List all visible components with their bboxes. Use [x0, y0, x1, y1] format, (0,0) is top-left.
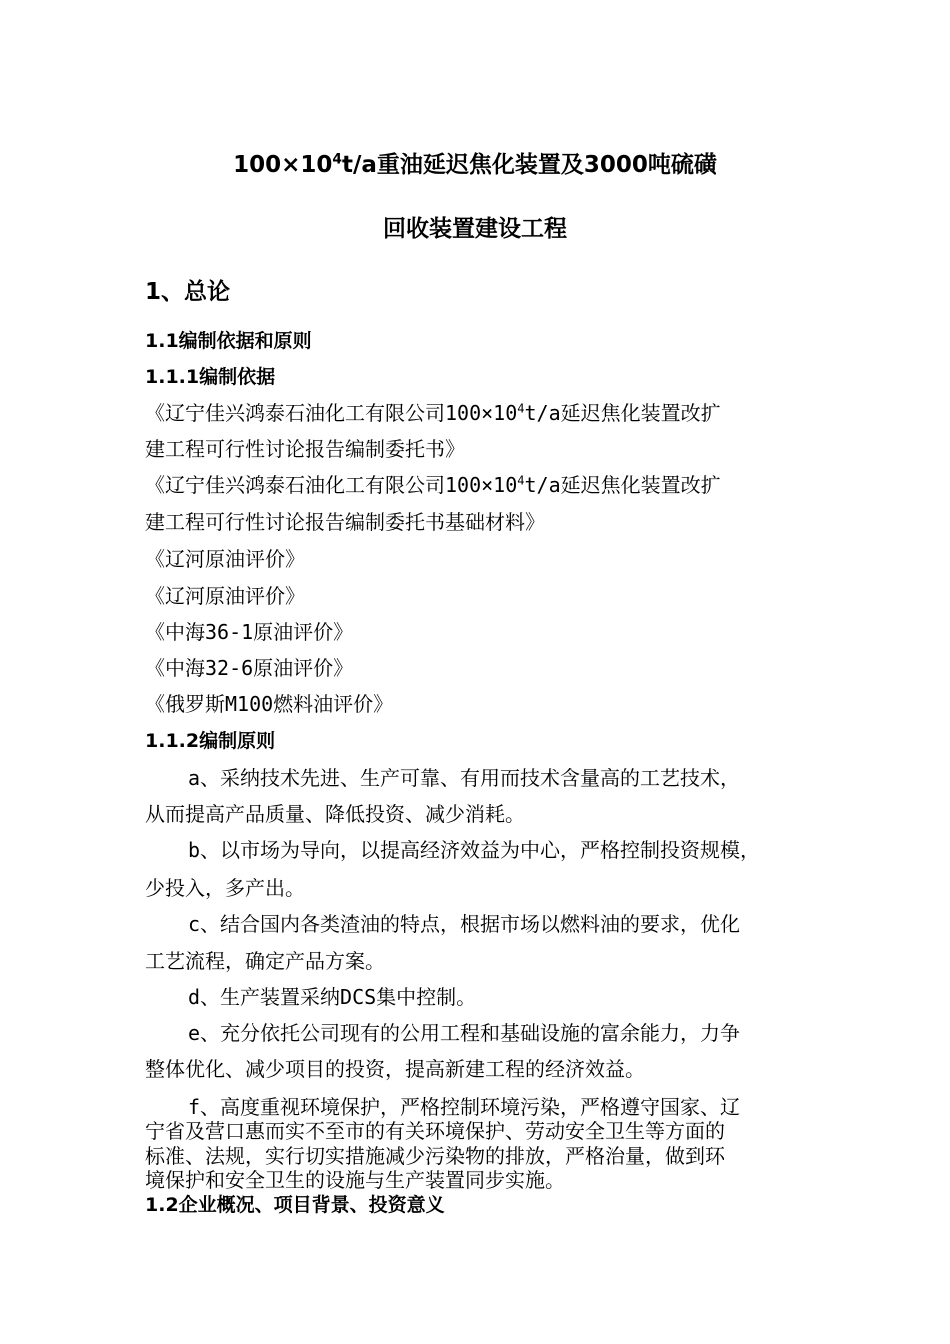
reference-6: 《中海32-6原油评价》 — [145, 656, 354, 680]
principle-e-line-1: e、充分依托公司现有的公用工程和基础设施的富余能力，力争 — [188, 1021, 741, 1045]
section-heading-1-1: 1.1编制依据和原则 — [145, 330, 312, 352]
document-title-line-1: $100\times 10^4t/a$重油延迟焦化装置及3000吨硫磺 — [233, 151, 717, 178]
reference-4: 《辽河原油评价》 — [145, 584, 305, 608]
principle-d-line-1: d、生产装置采纳DCS集中控制。 — [188, 985, 477, 1009]
principle-e-line-2: 整体优化、减少项目的投资，提高新建工程的经济效益。 — [145, 1057, 645, 1081]
reference-7: 《俄罗斯M100燃料油评价》 — [145, 692, 394, 716]
principle-f-line-2: 宁省及营口惠而实不至市的有关环境保护、劳动安全卫生等方面的 — [145, 1119, 725, 1143]
principle-f-line-1: f、高度重视环境保护，严格控制环境污染，严格遵守国家、辽 — [188, 1095, 741, 1119]
section-heading-1-1-1: 1.1.1编制依据 — [145, 366, 276, 388]
reference-1-line-2: 建工程可行性讨论报告编制委托书》 — [145, 437, 465, 461]
section-heading-1-2: 1.2企业概况、项目背景、投资意义 — [145, 1194, 445, 1216]
section-heading-1: 1、总论 — [145, 279, 231, 305]
reference-3: 《辽河原油评价》 — [145, 547, 305, 571]
reference-2-line-1: 《辽宁佳兴鸿泰石油化工有限公司$100\times 10^4t/a$延迟焦化装置改扩 — [145, 473, 721, 497]
reference-5: 《中海36-1原油评价》 — [145, 620, 354, 644]
principle-a-line-2: 从而提高产品质量、降低投资、减少消耗。 — [145, 802, 525, 826]
document-title-line-2: 回收装置建设工程 — [383, 216, 567, 242]
principle-f-line-3: 标准、法规，实行切实措施减少污染物的排放，严格治量，做到环 — [145, 1144, 725, 1168]
reference-1-line-1: 《辽宁佳兴鸿泰石油化工有限公司$100\times 10^4t/a$延迟焦化装置改扩 — [145, 401, 721, 425]
principle-c-line-1: c、结合国内各类渣油的特点，根据市场以燃料油的要求，优化 — [188, 912, 741, 936]
principle-b-line-2: 少投入，多产出。 — [145, 876, 305, 900]
principle-b-line-1: b、以市场为导向，以提高经济效益为中心，严格控制投资规模， — [188, 838, 761, 862]
section-heading-1-1-2: 1.1.2编制原则 — [145, 730, 276, 752]
principle-f-line-4: 境保护和安全卫生的设施与生产装置同步实施。 — [145, 1168, 565, 1192]
reference-2-line-2: 建工程可行性讨论报告编制委托书基础材料》 — [145, 510, 545, 534]
principle-c-line-2: 工艺流程，确定产品方案。 — [145, 949, 385, 973]
principle-a-line-1: a、采纳技术先进、生产可靠、有用而技术含量高的工艺技术， — [188, 766, 741, 790]
